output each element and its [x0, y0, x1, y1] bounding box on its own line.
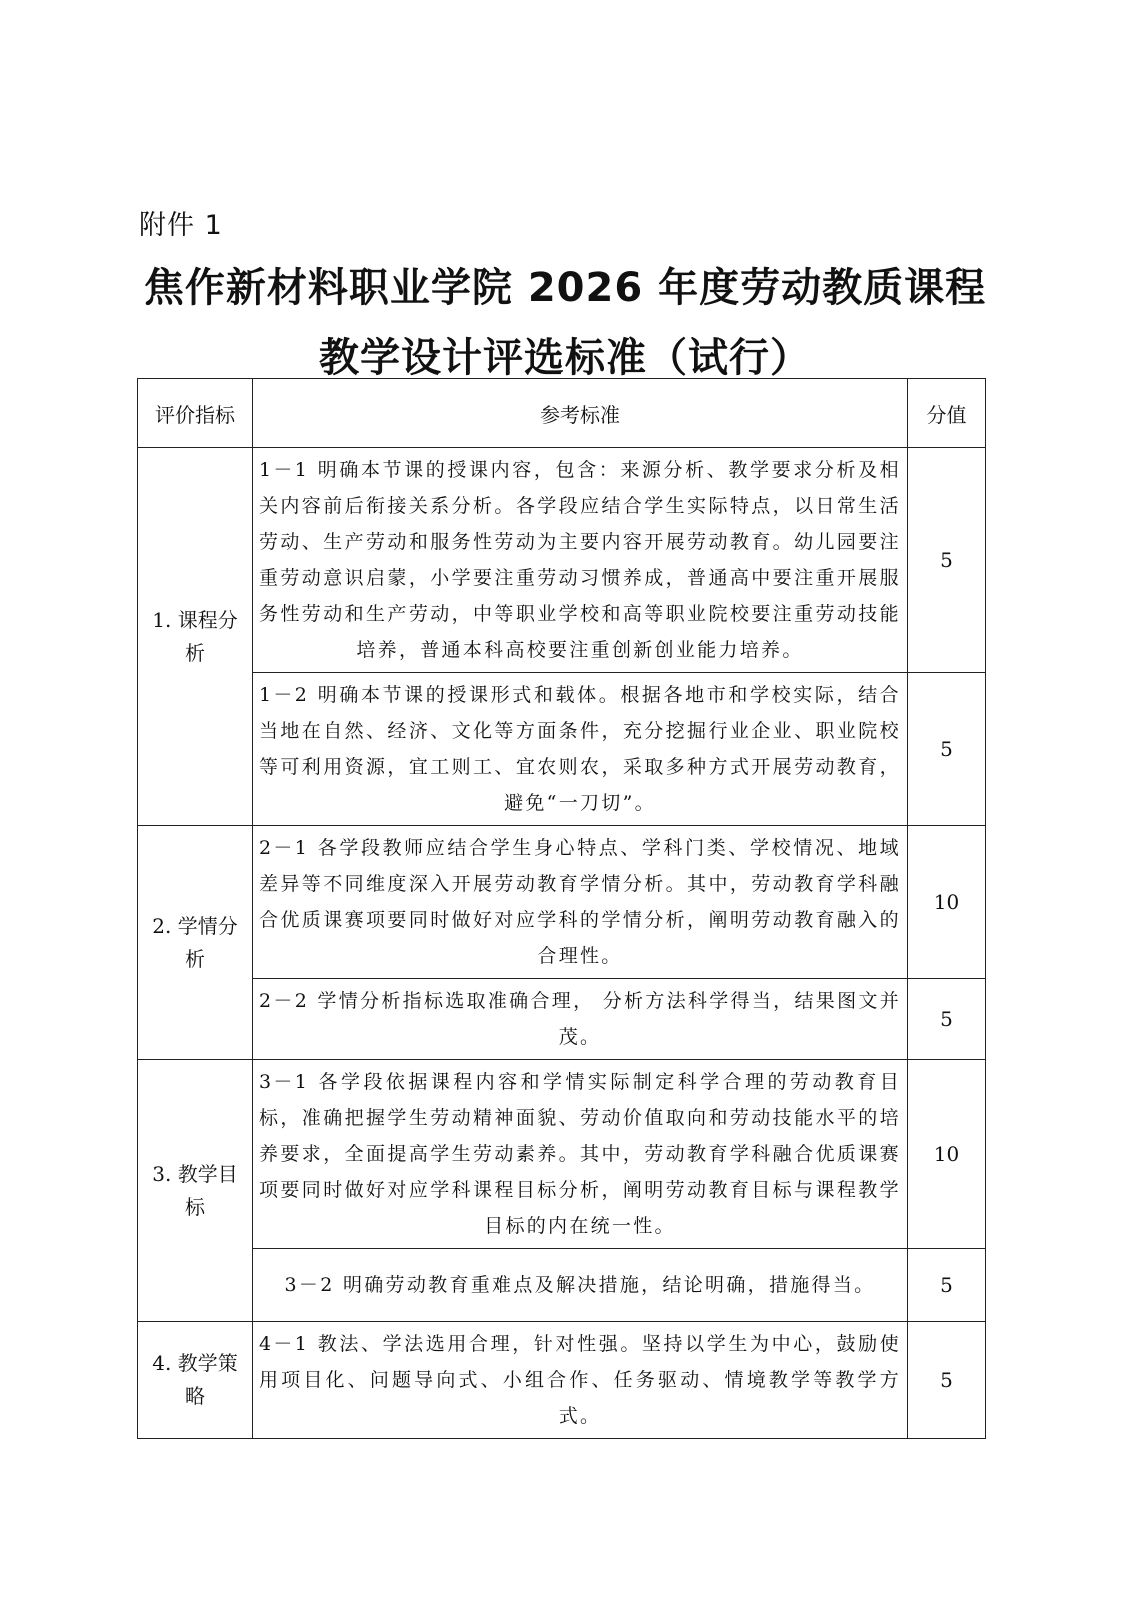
table-row	[138, 979, 986, 1060]
evaluation-criteria-table	[137, 378, 986, 1439]
table-row	[138, 1322, 986, 1439]
header-indicator: 评价指标	[138, 379, 253, 448]
table-row	[138, 448, 986, 673]
indicator-label: 3. 教学目标	[152, 1161, 238, 1219]
table-row	[138, 673, 986, 826]
header-reference: 参考标准	[253, 379, 908, 448]
table-header-row	[138, 379, 986, 448]
reference-cell: 2－1 各学段教师应结合学生身心特点、学科门类、学校情况、地域差异等不同维度深入开展劳动教育学情分析。其中，劳动教育学科融合优质课赛项要同时做好对应学科的学情分析，阐明劳动教育融入的合理性。	[253, 826, 908, 979]
document-title-line-1: 焦作新材料职业学院 2026 年度劳动教质课程	[143, 265, 987, 311]
indicator-cell	[138, 826, 253, 1060]
document-title-line-2: 教学设计评选标准（试行）	[319, 335, 811, 381]
indicator-cell	[138, 448, 253, 826]
indicator-label: 2. 学情分析	[152, 913, 238, 971]
indicator-cell	[138, 1322, 253, 1439]
score-cell: 5	[908, 979, 986, 1060]
reference-cell: 3－2 明确劳动教育重难点及解决措施，结论明确，措施得当。	[253, 1249, 908, 1322]
score-cell: 10	[908, 826, 986, 979]
score-cell: 5	[908, 448, 986, 673]
score-cell: 5	[908, 1322, 986, 1439]
reference-cell: 3－1 各学段依据课程内容和学情实际制定科学合理的劳动教育目标，准确把握学生劳动精神面貌、劳动价值取向和劳动技能水平的培养要求，全面提高学生劳动素养。其中，劳动教育学科融合优质课赛项要同时做好对应学科课程目标分析，阐明劳动教育目标与课程教学目标的内在统一性。	[253, 1060, 908, 1249]
score-cell: 5	[908, 673, 986, 826]
indicator-label: 1. 课程分析	[152, 607, 238, 665]
indicator-cell	[138, 1060, 253, 1322]
reference-cell: 1－1 明确本节课的授课内容，包含：来源分析、教学要求分析及相关内容前后衔接关系分析。各学段应结合学生实际特点，以日常生活劳动、生产劳动和服务性劳动为主要内容开展劳动教育。幼儿园要注重劳动意识启蒙，小学要注重劳动习惯养成，普通高中要注重开展服务性劳动和生产劳动，中等职业学校和高等职业院校要注重劳动技能培养，普通本科高校要注重创新创业能力培养。	[253, 448, 908, 673]
indicator-label: 4. 教学策略	[152, 1351, 238, 1408]
header-score: 分值	[908, 379, 986, 448]
table-row	[138, 1060, 986, 1249]
reference-cell: 4－1 教法、学法选用合理，针对性强。坚持以学生为中心，鼓励使用项目化、问题导向式、小组合作、任务驱动、情境教学等教学方式。	[253, 1322, 908, 1439]
score-cell: 5	[908, 1249, 986, 1322]
attachment-label: 附件 1	[139, 210, 223, 241]
table-row	[138, 1249, 986, 1322]
reference-cell: 1－2 明确本节课的授课形式和载体。根据各地市和学校实际，结合当地在自然、经济、文化等方面条件，充分挖掘行业企业、职业院校等可利用资源，宜工则工、宜农则农，采取多种方式开展劳动教育，避免“一刀切”。	[253, 673, 908, 826]
table-row	[138, 826, 986, 979]
reference-cell: 2－2 学情分析指标选取准确合理， 分析方法科学得当，结果图文并茂。	[253, 979, 908, 1060]
score-cell: 10	[908, 1060, 986, 1249]
